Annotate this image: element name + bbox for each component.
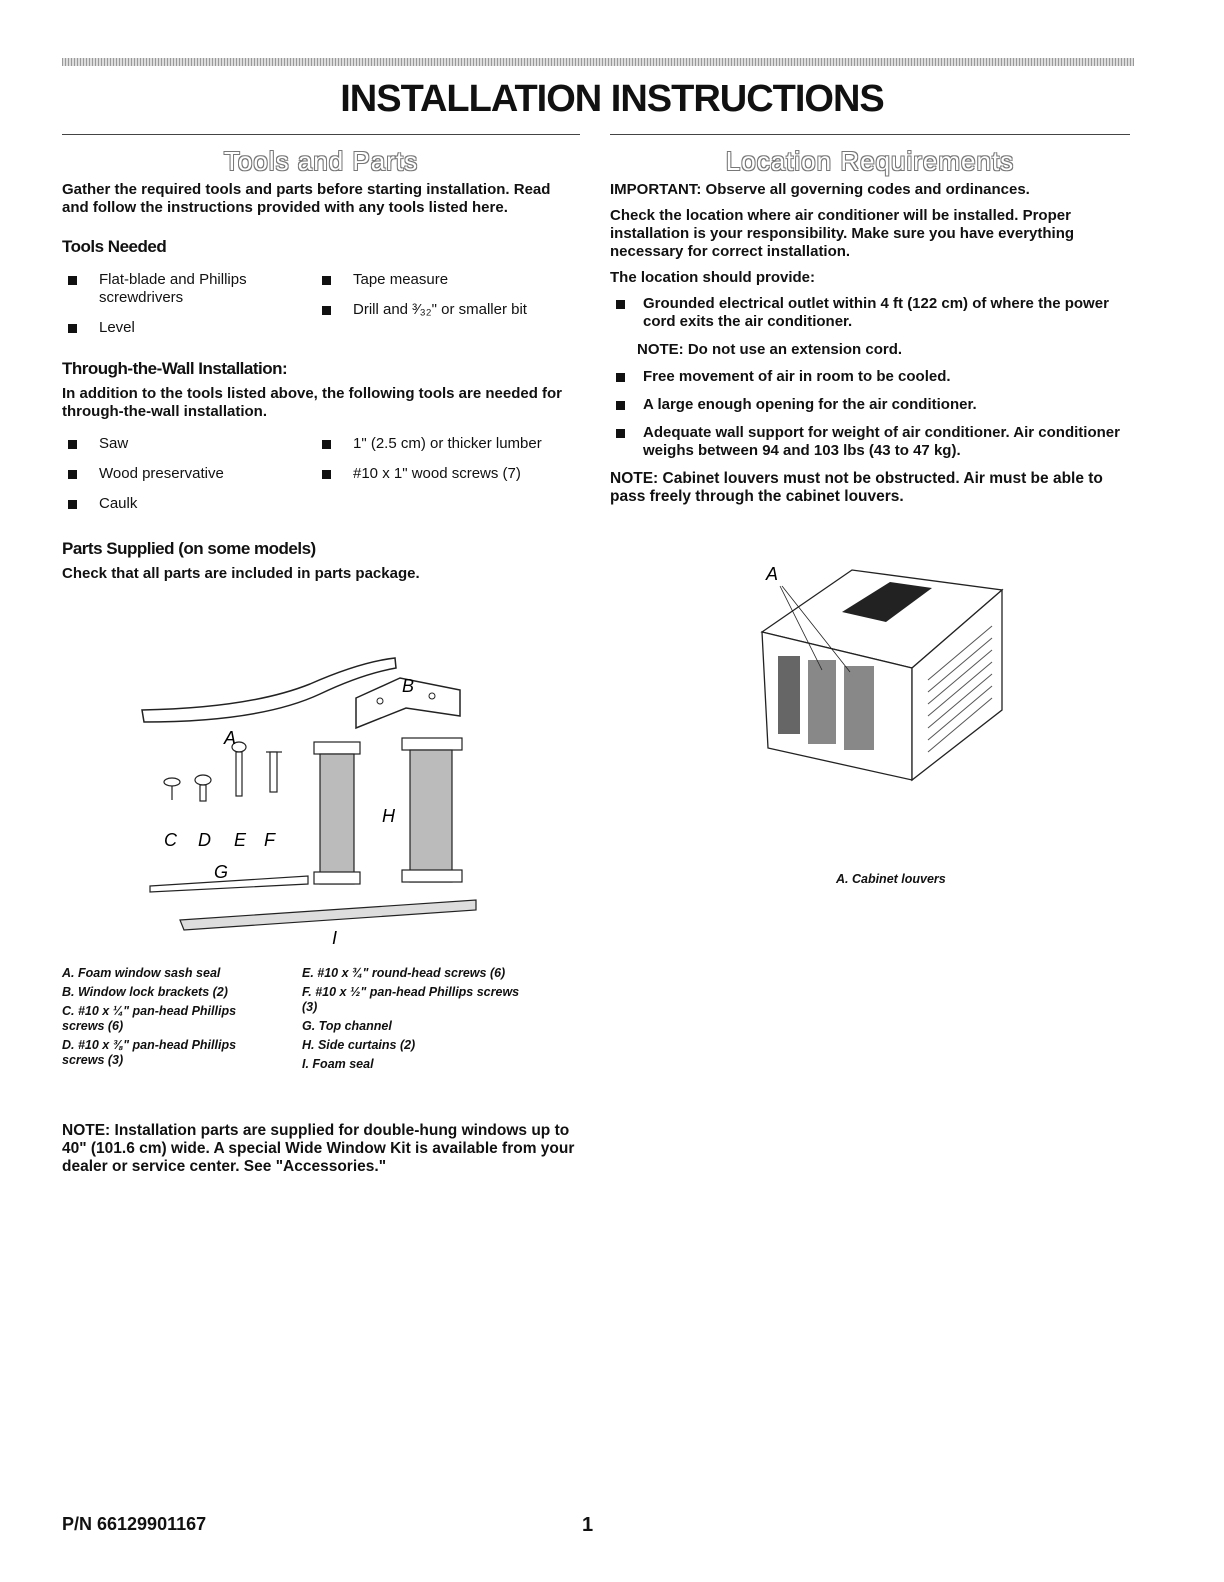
- list-item: 1" (2.5 cm) or thicker lumber: [316, 435, 566, 453]
- ttw-list: [62, 435, 580, 525]
- page-title: INSTALLATION INSTRUCTIONS: [340, 78, 884, 120]
- list-item: #10 x 1" wood screws (7): [316, 465, 566, 483]
- parts-legend: [62, 966, 582, 1080]
- legend-item: B. Window lock brackets (2): [62, 985, 228, 999]
- bullet-icon: [322, 306, 331, 315]
- list-item: Wood preservative: [62, 465, 316, 483]
- legend-item: I. Foam seal: [302, 1057, 374, 1071]
- screws-group: [164, 742, 282, 801]
- parts-diagram: [130, 648, 490, 948]
- bullet-icon: [616, 429, 625, 438]
- diagram-label-g: G: [214, 862, 229, 882]
- figure-label-a: A: [766, 564, 779, 584]
- bullet-icon: [68, 276, 77, 285]
- diagram-label-a: A: [224, 728, 237, 748]
- bullet-icon: [68, 440, 77, 449]
- list-item: Adequate wall support for weight of air conditioner. Air conditioner weighs between 94 and 103 lbs (43 to 47 kg).: [610, 424, 1130, 460]
- foam-seal-part: [180, 900, 476, 930]
- side-curtain-top: [314, 742, 360, 754]
- left-rule: [62, 134, 580, 135]
- legend-item: F. #10 x ½" pan-head Phillips screws (3): [302, 985, 520, 1014]
- ttw-intro: In addition to the tools listed above, the following tools are needed for through-the-wall installation.: [62, 385, 563, 420]
- legend-item: G. Top channel: [302, 1019, 392, 1033]
- check-text: Check the location where air conditioner will be installed. Proper installation is your responsibility. Make sure you have everything necessary for correct installation.: [610, 207, 1075, 260]
- louver-block: [808, 660, 836, 744]
- diagram-label-d: D: [198, 830, 211, 850]
- extension-note: NOTE: Do not use an extension cord.: [637, 341, 903, 358]
- tools-list: [62, 271, 580, 349]
- important-label: IMPORTANT:: [610, 181, 702, 198]
- list-item: Level: [62, 319, 316, 337]
- screw-d: [195, 775, 211, 785]
- list-item: Flat-blade and Phillips screwdrivers: [62, 271, 316, 307]
- legend-item: D. #10 x ⅜" pan-head Phillips screws (3): [62, 1038, 237, 1067]
- tools-needed-heading: Tools Needed: [62, 237, 167, 256]
- diagram-label-c: C: [164, 830, 177, 850]
- louver-block: [778, 656, 800, 734]
- note-text: Installation parts are supplied for double-hung windows up to 40" (101.6 cm) wide. A special Wide Window Kit is available from your dealer or service center. See "Accessories.": [62, 1122, 575, 1175]
- louver-block: [844, 666, 874, 750]
- tools-and-parts-section: [62, 146, 580, 591]
- legend-item: H. Side curtains (2): [302, 1038, 416, 1052]
- bullet-icon: [322, 440, 331, 449]
- ttw-heading: Through-the-Wall Installation:: [62, 359, 288, 378]
- side-curtain-left: [320, 754, 354, 884]
- part-number: P/N 66129901167: [62, 1514, 207, 1534]
- list-item: Grounded electrical outlet within 4 ft (122 cm) of where the power cord exits the air conditioner.: [610, 295, 1130, 331]
- legend-item: A. Foam window sash seal: [62, 966, 221, 980]
- diagram-label-i: I: [332, 928, 338, 948]
- diagram-label-e: E: [234, 830, 247, 850]
- list-item: Free movement of air in room to be cooled.: [610, 368, 1130, 386]
- louver-note-label: NOTE:: [610, 470, 659, 487]
- parts-note: [62, 1122, 582, 1184]
- list-item: Caulk: [62, 495, 316, 513]
- bullet-icon: [68, 324, 77, 333]
- top-rule: [62, 58, 1134, 66]
- legend-item: E. #10 x ¾" round-head screws (6): [302, 966, 506, 980]
- figure-caption: A. Cabinet louvers: [836, 872, 946, 886]
- bullet-icon: [68, 470, 77, 479]
- location-heading: Location Requirements: [725, 146, 1015, 176]
- side-curtain-right: [410, 750, 452, 882]
- legend-item: C. #10 x ¼" pan-head Phillips screws (6): [62, 1004, 237, 1033]
- list-item: A large enough opening for the air conditioner.: [610, 396, 1130, 414]
- list-item: Drill and ³⁄₃₂" or smaller bit: [316, 301, 566, 319]
- note-label: NOTE:: [62, 1122, 111, 1139]
- parts-intro: Check that all parts are included in parts package.: [62, 565, 420, 582]
- tools-parts-heading: Tools and Parts: [223, 146, 419, 176]
- diagram-label-f: F: [264, 830, 275, 850]
- diagram-label-h: H: [382, 806, 395, 826]
- bullet-icon: [322, 276, 331, 285]
- location-requirements-section: [610, 146, 1130, 514]
- tools-intro: Gather the required tools and parts before starting installation. Read and follow the instructions provided with any tools listed here.: [62, 181, 551, 216]
- provide-text: The location should provide:: [610, 269, 816, 286]
- air-conditioner-figure: [752, 560, 1012, 790]
- parts-heading: Parts Supplied (on some models): [62, 539, 316, 558]
- louver-note-text: Cabinet louvers must not be obstructed. Air must be able to pass freely through the cabinet louvers.: [610, 470, 1103, 505]
- side-curtain-top-2: [402, 738, 462, 750]
- top-channel-part: [150, 876, 308, 892]
- screw-c: [164, 778, 180, 786]
- bullet-icon: [616, 300, 625, 309]
- bullet-icon: [68, 500, 77, 509]
- page-number: 1: [582, 1514, 594, 1536]
- bullet-icon: [616, 401, 625, 410]
- important-text: Observe all governing codes and ordinances.: [701, 181, 1030, 198]
- right-rule: [610, 134, 1130, 135]
- bullet-icon: [616, 373, 625, 382]
- bullet-icon: [322, 470, 331, 479]
- diagram-label-b: B: [402, 676, 415, 696]
- list-item: Saw: [62, 435, 316, 453]
- list-item: Tape measure: [316, 271, 566, 289]
